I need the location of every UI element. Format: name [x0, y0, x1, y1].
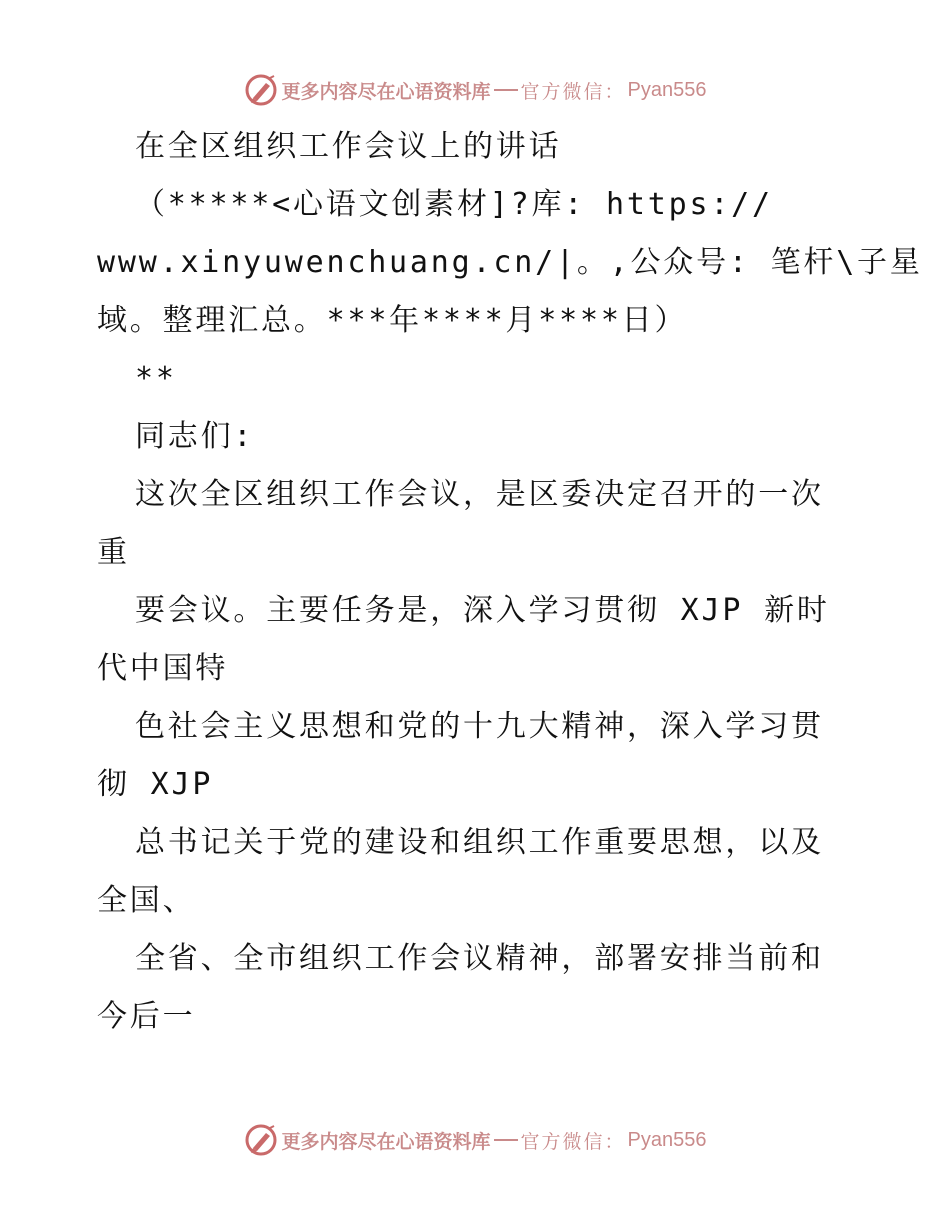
document-line: 总书记关于党的建设和组织工作重要思想，以及 — [135, 825, 824, 860]
document-line: 彻 XJP — [97, 767, 214, 802]
document-line: 在全区组织工作会议上的讲话 — [135, 129, 562, 164]
document-line: 全省、全市组织工作会议精神，部署安排当前和 — [135, 941, 824, 976]
banner-sub-text: 官方微信： — [520, 1130, 626, 1153]
document-line: www.xinyuwenchuang.cn/|。,公众号: 笔杆\子星 — [97, 245, 923, 280]
banner-dash — [494, 89, 518, 91]
banner-sub-text: 官方微信： — [520, 80, 626, 103]
pen-logo-icon — [244, 73, 278, 107]
document-line: 重 — [97, 535, 130, 570]
pen-logo-icon — [244, 1123, 278, 1157]
document-body — [97, 118, 923, 1046]
banner-wechat-id: Pyan556 — [627, 1128, 707, 1151]
document-line: 全国、 — [97, 883, 196, 918]
document-line: 域。整理汇总。***年****月****日） — [97, 303, 688, 338]
header-banner — [0, 70, 950, 110]
document-line: 代中国特 — [97, 651, 229, 686]
banner-wechat-id: Pyan556 — [627, 78, 707, 101]
banner-main-text: 更多内容尽在心语资料库 — [281, 80, 491, 103]
document-line: （*****<心语文创素材]?库: https:// — [135, 187, 773, 222]
footer-banner — [0, 1120, 950, 1160]
document-line: 这次全区组织工作会议，是区委决定召开的一次 — [135, 477, 824, 512]
document-line: 要会议。主要任务是，深入学习贯彻 XJP 新时 — [135, 593, 830, 628]
document-line: 色社会主义思想和党的十九大精神，深入学习贯 — [135, 709, 824, 744]
banner-dash — [494, 1139, 518, 1141]
document-line: 同志们: — [135, 419, 255, 454]
document-line: 今后一 — [97, 999, 196, 1034]
document-line: ** — [135, 361, 177, 396]
banner-main-text: 更多内容尽在心语资料库 — [281, 1130, 491, 1153]
